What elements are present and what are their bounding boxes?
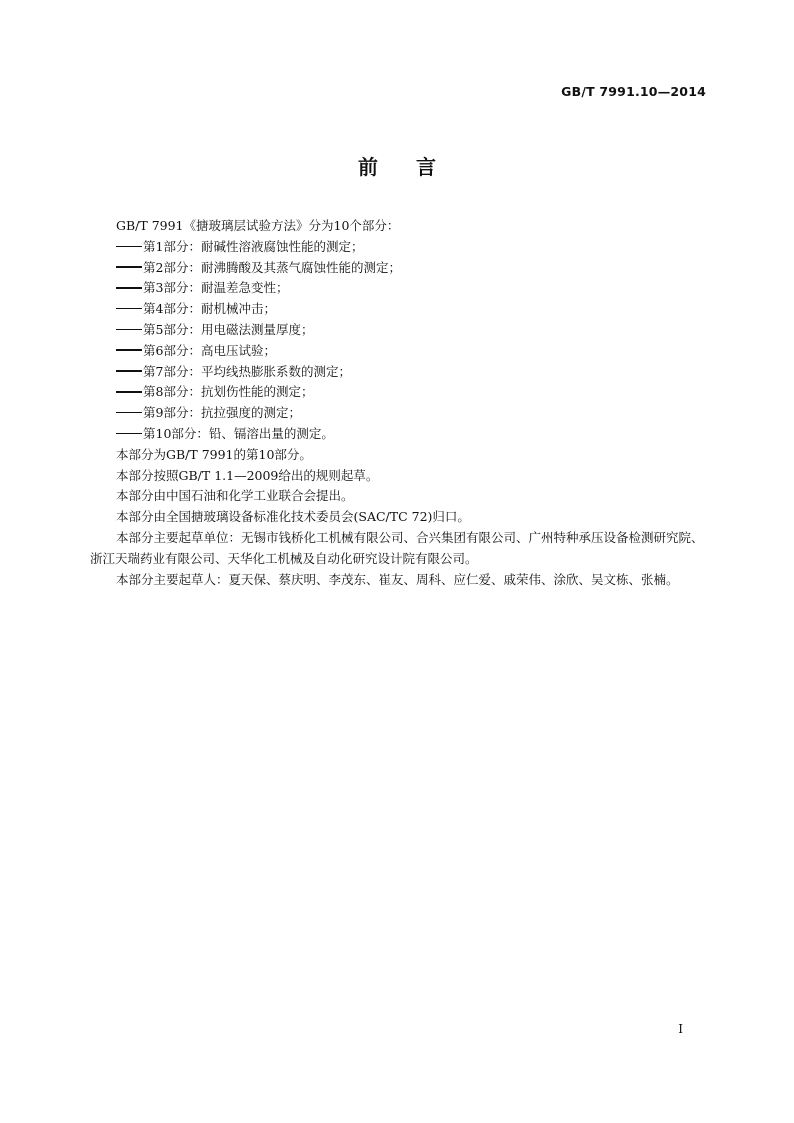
page-title: 前言 (358, 155, 474, 179)
proposer-paragraph: 本部分由中国石油和化学工业联合会提出。 (116, 488, 354, 504)
part-list-item-text: 第5部分：用电磁法测量厚度； (143, 321, 314, 337)
em-dash-mark (116, 308, 142, 310)
part-list-item-text: 第8部分：抗划伤性能的测定； (143, 384, 314, 400)
em-dash-mark (116, 433, 142, 435)
em-dash-mark (116, 246, 142, 248)
part-position-paragraph: 本部分为GB/T 7991的第10部分。 (116, 446, 312, 462)
part-list-item-text: 第2部分：耐沸腾酸及其蒸气腐蚀性能的测定； (143, 259, 401, 275)
part-list-item (90, 382, 706, 403)
drafting-rules-paragraph: 本部分按照GB/T 1.1—2009给出的规则起草。 (116, 467, 379, 483)
em-dash-mark (116, 349, 142, 351)
part-list-item-text: 第1部分：耐碱性溶液腐蚀性能的测定； (143, 238, 364, 254)
em-dash-mark (116, 412, 142, 414)
em-dash-mark (116, 370, 142, 372)
drafters-paragraph: 本部分主要起草人：夏天保、蔡庆明、李茂东、崔友、周科、应仁爱、戚荣伟、涂欣、吴文栋、张楠。 (116, 571, 679, 587)
part-list-item-text: 第10部分：铅、镉溶出量的测定。 (143, 425, 334, 441)
standard-number: GB/T 7991.10—2014 (561, 84, 706, 99)
part-list-item-text: 第9部分：抗拉强度的测定； (143, 405, 301, 421)
part-list-item (90, 403, 706, 424)
em-dash-mark (116, 391, 142, 393)
part-list-item (90, 424, 706, 445)
em-dash-mark (116, 266, 142, 268)
em-dash-mark (116, 287, 142, 289)
part-list-item (90, 341, 706, 362)
part-list-item (90, 320, 706, 341)
part-list-item-text: 第3部分：耐温差急变性； (143, 280, 289, 296)
committee-paragraph: 本部分由全国搪玻璃设备标准化技术委员会(SAC/TC 72)归口。 (116, 509, 470, 525)
em-dash-mark (116, 329, 142, 331)
foreword-body (90, 216, 706, 590)
intro-paragraph: GB/T 7991《搪玻璃层试验方法》分为10个部分： (116, 218, 400, 233)
part-list-item (90, 258, 706, 279)
part-list-item (90, 299, 706, 320)
part-list-item-text: 第7部分：平均线热膨胀系数的测定； (143, 363, 351, 379)
part-list-item-text: 第6部分：高电压试验； (143, 342, 276, 358)
drafting-units-paragraph: 本部分主要起草单位：无锡市钱桥化工机械有限公司、合兴集团有限公司、广州特种承压设备检测研究院、浙江天瑞药业有限公司、天华化工机械及自动化研究设计院有限公司。 (90, 529, 704, 566)
page-number: I (678, 1022, 683, 1036)
part-list-item (90, 362, 706, 383)
part-list-item (90, 237, 706, 258)
part-list-item (90, 278, 706, 299)
part-list-item-text: 第4部分：耐机械冲击； (143, 301, 276, 317)
